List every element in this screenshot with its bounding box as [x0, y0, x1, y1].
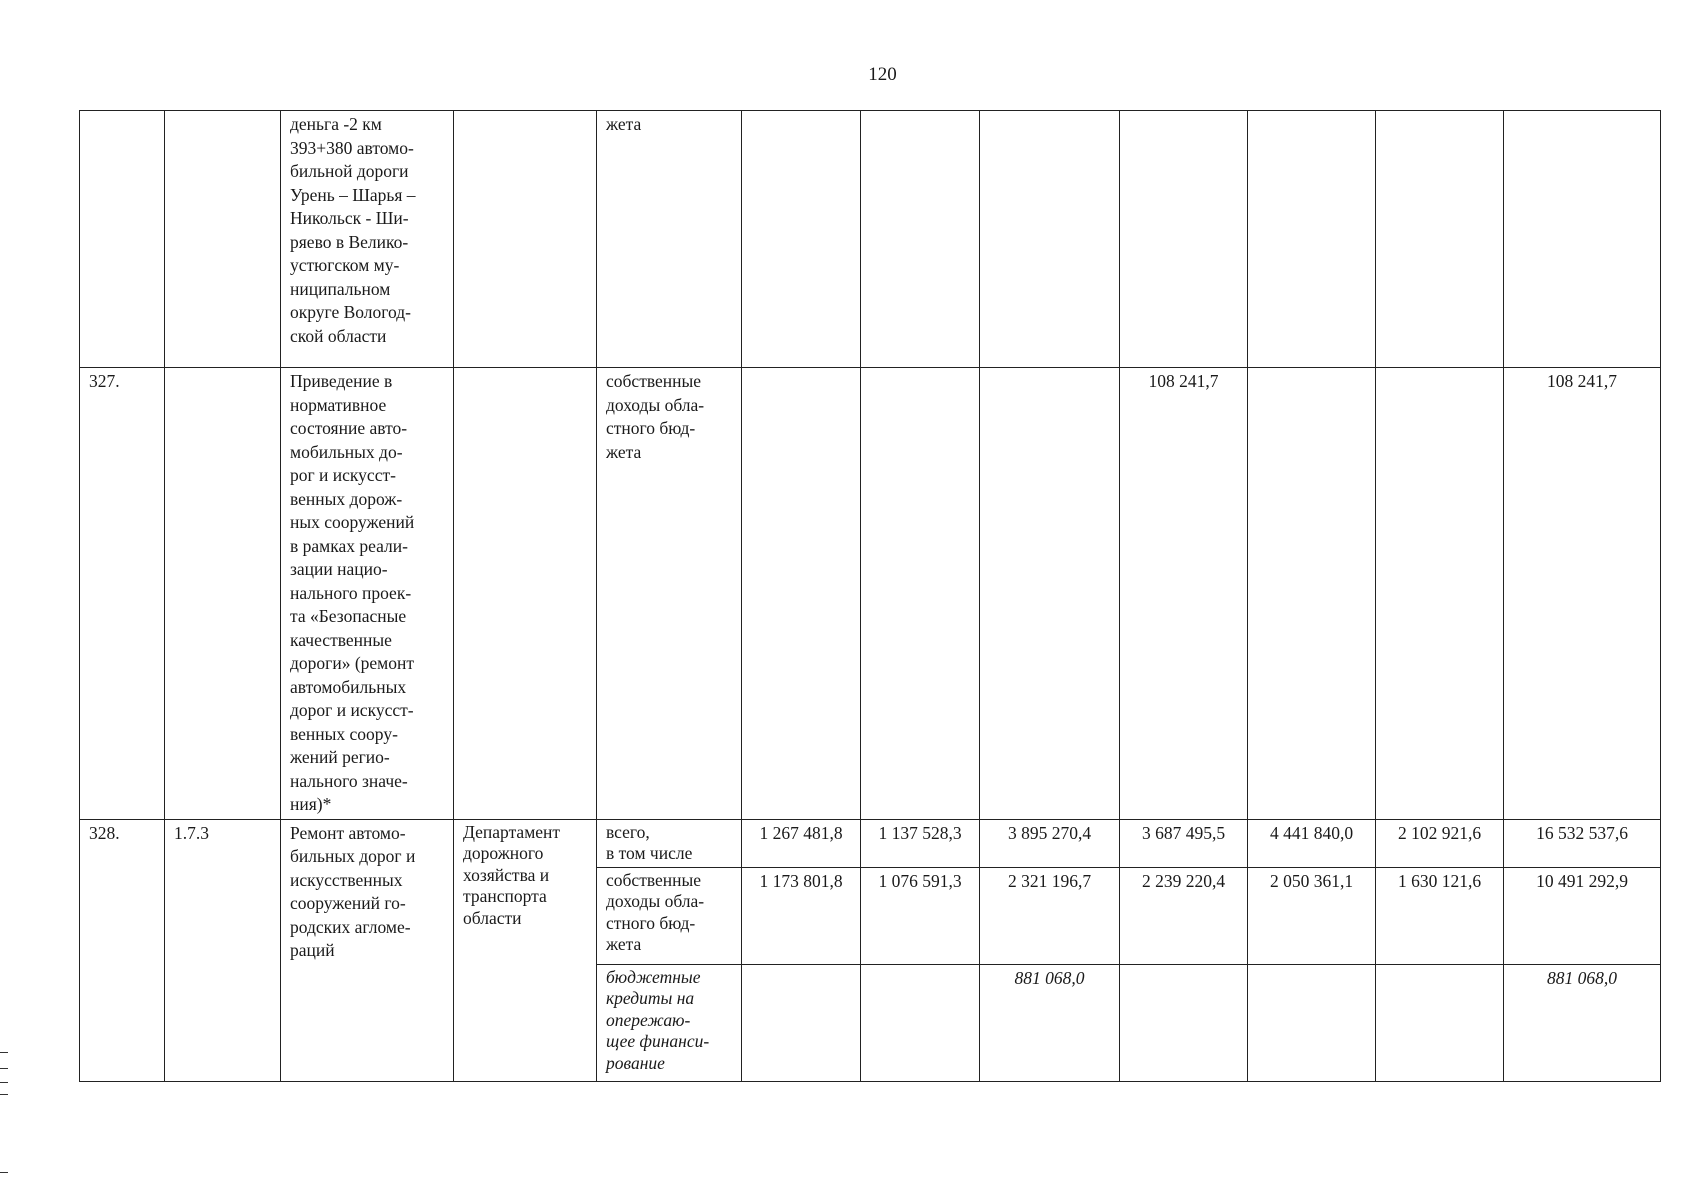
cell-total: 10 491 292,9 [1504, 867, 1661, 964]
cell-value: 1 137 528,3 [861, 819, 980, 867]
cell-value: 3 687 495,5 [1120, 819, 1248, 867]
cell-source: собственные доходы обла- стного бюд- жета [597, 867, 742, 964]
cell-value [861, 964, 980, 1081]
cell-value [1248, 964, 1376, 1081]
cell-value [1504, 111, 1661, 368]
cell-value [1248, 111, 1376, 368]
cell-value-2024: 108 241,7 [1120, 368, 1248, 820]
cell-code: 1.7.3 [165, 819, 281, 1081]
cell-value: 4 441 840,0 [1248, 819, 1376, 867]
cell-object: Приведение в нормативное состояние авто- мобильных до- рог и искусст- венных дорож- ных сооружений в рамках реали- зации нацио- нального проек- та «Безопасные качественные дороги» (ремонт автомобильных дорог и искусст- венных соору- жений регио- нального значе- ния)* [281, 368, 454, 820]
cell-value: 881 068,0 [980, 964, 1120, 1081]
cell-value [742, 368, 861, 820]
cell-no: 327. [80, 368, 165, 820]
cell-value: 2 321 196,7 [980, 867, 1120, 964]
cell-executor [454, 111, 597, 368]
cell-source: жета [597, 111, 742, 368]
cell-value: 3 895 270,4 [980, 819, 1120, 867]
table-row-328-total [80, 819, 1661, 867]
cell-code [165, 368, 281, 820]
cell-value [861, 368, 980, 820]
cell-value [742, 111, 861, 368]
cell-object: Ремонт автомо- бильных дорог и искусственных сооружений го- родских агломе- раций [281, 819, 454, 1081]
cell-value [1120, 111, 1248, 368]
cell-source: собственные доходы обла- стного бюд- жета [597, 368, 742, 820]
cell-source: всего, в том числе [597, 819, 742, 867]
cell-total: 16 532 537,6 [1504, 819, 1661, 867]
cell-value: 2 102 921,6 [1376, 819, 1504, 867]
cell-value [980, 111, 1120, 368]
cell-value: 1 267 481,8 [742, 819, 861, 867]
table-row-327 [80, 368, 1661, 820]
cell-value: 1 076 591,3 [861, 867, 980, 964]
scan-margin-mark [0, 1068, 8, 1069]
scan-margin-mark [0, 1052, 8, 1053]
cell-source: бюджетные кредиты на опережаю- щее финанси- рование [597, 964, 742, 1081]
cell-code [165, 111, 281, 368]
scan-margin-mark [0, 1094, 8, 1095]
cell-value [1248, 368, 1376, 820]
cell-value [1376, 368, 1504, 820]
cell-executor [454, 368, 597, 820]
cell-value: 1 630 121,6 [1376, 867, 1504, 964]
cell-value [1376, 111, 1504, 368]
cell-value [1120, 964, 1248, 1081]
cell-value [1376, 964, 1504, 1081]
cell-no [80, 111, 165, 368]
scan-margin-mark [0, 1082, 8, 1083]
cell-total: 881 068,0 [1504, 964, 1661, 1081]
cell-total: 108 241,7 [1504, 368, 1661, 820]
cell-value: 2 050 361,1 [1248, 867, 1376, 964]
budget-table [79, 110, 1661, 1082]
cell-value [742, 964, 861, 1081]
cell-object: деньга -2 км 393+380 автомо- бильной дороги Урень – Шарья – Никольск - Ши- ряево в Велико- устюгском му- ниципальном округе Вологод- ской области [281, 111, 454, 368]
cell-value: 2 239 220,4 [1120, 867, 1248, 964]
cell-value [980, 368, 1120, 820]
cell-value [861, 111, 980, 368]
scan-margin-mark [0, 1172, 8, 1173]
cell-value: 1 173 801,8 [742, 867, 861, 964]
page-number: 120 [868, 64, 897, 85]
cell-no: 328. [80, 819, 165, 1081]
table-row-326-continuation [80, 111, 1661, 368]
cell-executor: Департамент дорожного хозяйства и транспорта области [454, 819, 597, 1081]
